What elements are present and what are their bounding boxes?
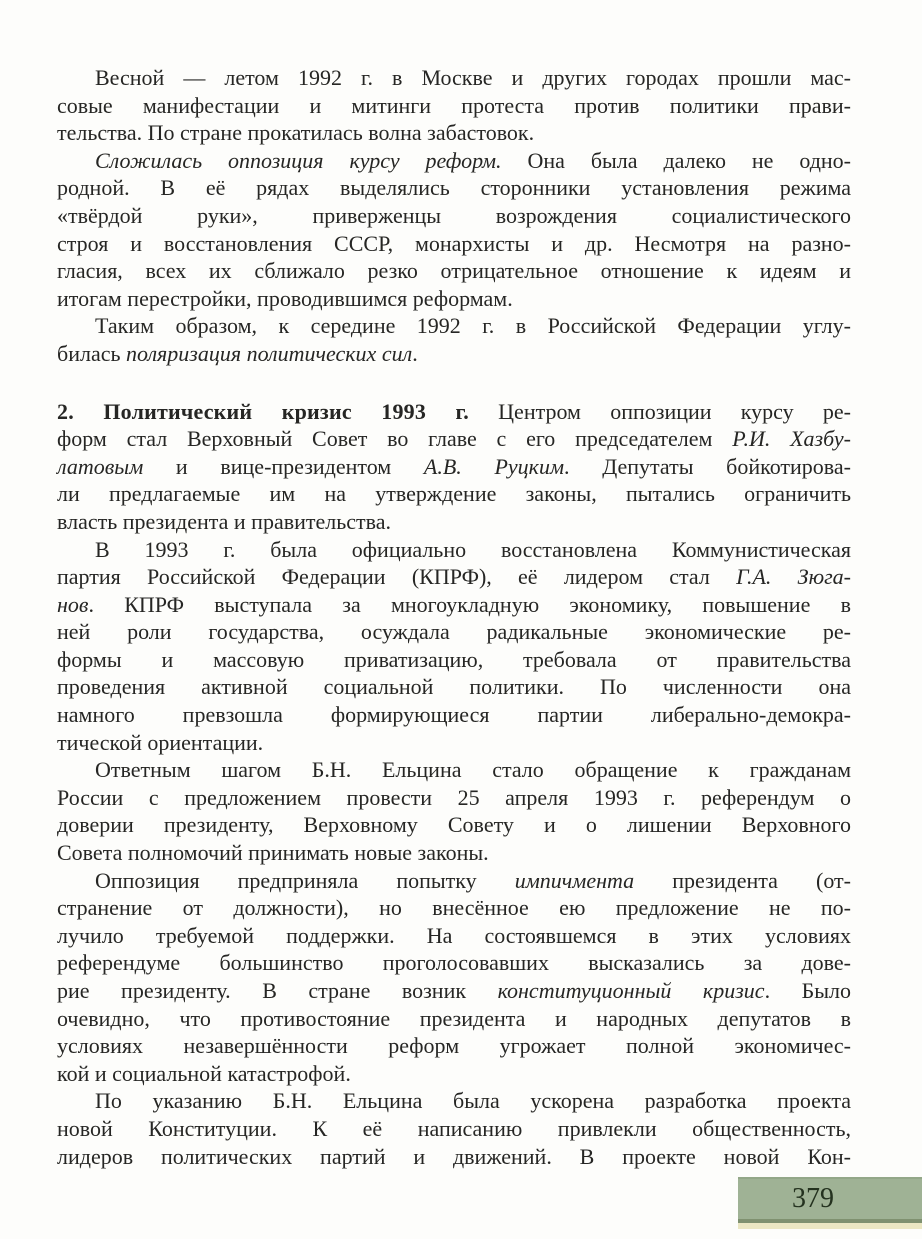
text-line	[57, 673, 851, 701]
body-text: лучило требуемой поддержки. На состоявшемся в этих условиях	[57, 922, 851, 948]
text-line	[57, 756, 851, 784]
text-line	[57, 508, 851, 536]
text-line	[57, 285, 851, 313]
body-text: партия Российской Федерации (КПРФ), её лидером стал	[57, 564, 737, 590]
body-text: совые манифестации и митинги протеста против политики прави-	[57, 92, 851, 118]
body-text: Центром оппозиции курсу ре-	[468, 398, 851, 424]
emphasis-text: нов	[57, 591, 89, 617]
emphasis-text: А.В. Руцким	[423, 453, 565, 479]
emphasis-text: латовым	[57, 453, 144, 479]
text-line	[57, 64, 851, 92]
text-line	[57, 1115, 851, 1143]
emphasis-text: Г.А. Зюга-	[736, 564, 851, 590]
paragraph	[57, 536, 851, 757]
body-text: очевидно, что противостояние президента и народных депутатов в	[57, 1005, 851, 1031]
body-text: . Депутаты бойкотирова-	[564, 453, 851, 479]
body-text: родной. В её рядах выделялись сторонники установления режима	[57, 175, 851, 201]
text-line	[57, 839, 851, 867]
text-line	[57, 1032, 851, 1060]
body-text: и вице-президентом	[143, 453, 424, 479]
text-line	[57, 977, 851, 1005]
text-line	[57, 257, 851, 285]
body-text: итогам перестройки, проводившимся реформам.	[57, 285, 513, 311]
body-text: намного превзошла формирующиеся партии либерально-демокра-	[57, 702, 851, 728]
body-text: странение от должности), но внесённое ею предложение не по-	[57, 895, 851, 921]
text-line	[57, 398, 851, 426]
paragraph	[57, 64, 851, 147]
paragraph	[57, 398, 851, 536]
page-number-badge-shadow	[738, 1223, 922, 1229]
body-text: Она была далеко не одно-	[501, 147, 852, 173]
body-text: доверии президенту, Верховному Совету и о лишении Верховного	[57, 812, 851, 838]
section-heading-text: 2. Политический кризис 1993 г.	[57, 398, 469, 424]
body-text: президента (от-	[634, 867, 851, 893]
paragraph	[57, 867, 851, 1088]
text-line	[57, 230, 851, 258]
body-text: кой и социальной катастрофой.	[57, 1060, 351, 1086]
body-text: рие президенту. В стране возник	[57, 978, 498, 1003]
text-line	[57, 536, 851, 564]
body-text: Оппозиция предприняла попытку	[95, 867, 515, 893]
text-line	[57, 147, 851, 175]
text-line	[57, 618, 851, 646]
emphasis-text: поляризация политических сил	[126, 340, 413, 366]
text-line	[57, 811, 851, 839]
text-line	[57, 563, 851, 591]
body-text: России с предложением провести 25 апреля 1993 г. референдум о	[57, 784, 851, 810]
body-text: лидеров политических партий и движений. В проекте новой Кон-	[57, 1143, 851, 1169]
body-text: тельства. По стране прокатилась волна забастовок.	[57, 120, 535, 146]
text-line	[57, 92, 851, 120]
text-line	[57, 174, 851, 202]
body-text: Ответным шагом Б.Н. Ельцина стало обращение к гражданам	[95, 757, 851, 783]
body-text: Совета полномочий принимать новые законы.	[57, 840, 489, 866]
body-text: условиях незавершённости реформ угрожает полной экономичес-	[57, 1033, 851, 1059]
text-block	[57, 64, 851, 1170]
paragraph	[57, 147, 851, 313]
text-line	[57, 453, 851, 481]
body-text: ней роли государства, осуждала радикальные экономические ре-	[57, 619, 851, 645]
page-number-badge	[738, 1177, 922, 1223]
body-text: . Было	[764, 978, 851, 1003]
text-line	[57, 784, 851, 812]
body-text: ли предлагаемые им на утверждение законы, пытались ограничить	[57, 481, 851, 507]
body-text: тической ориентации.	[57, 729, 264, 755]
body-text: власть президента и правительства.	[57, 508, 392, 534]
body-text: строя и восстановления СССР, монархисты и др. Несмотря на разно-	[57, 230, 851, 256]
paragraph	[57, 312, 851, 367]
text-line	[57, 701, 851, 729]
body-text: По указанию Б.Н. Ельцина была ускорена разработка проекта	[95, 1088, 851, 1114]
body-text: В 1993 г. была официально восстановлена Коммунистическая	[95, 536, 851, 562]
body-text: новой Конституции. К её написанию привлекли общественность,	[57, 1115, 851, 1141]
text-line	[57, 312, 851, 340]
text-line	[57, 867, 851, 895]
text-line	[57, 202, 851, 230]
body-text: билась	[57, 340, 127, 366]
text-line	[57, 1060, 851, 1088]
text-line	[57, 1087, 851, 1115]
page-number: 379	[792, 1183, 834, 1214]
body-text: «твёрдой руки», приверженцы возрождения социалистического	[57, 202, 851, 228]
text-line	[57, 119, 851, 147]
body-text: референдуме большинство проголосовавших высказались за дове-	[57, 950, 851, 976]
paragraph	[57, 756, 851, 866]
body-text: Таким образом, к середине 1992 г. в Российской Федерации углу-	[95, 313, 851, 339]
text-line	[57, 1005, 851, 1033]
body-text: Весной — летом 1992 г. в Москве и других городах прошли мас-	[95, 65, 851, 90]
text-line	[57, 922, 851, 950]
body-text: гласия, всех их сближало резко отрицательное отношение к идеям и	[57, 258, 851, 284]
paragraph	[57, 1087, 851, 1170]
emphasis-text: импичмента	[514, 867, 635, 893]
emphasis-text: Сложилась оппозиция курсу реформ.	[95, 147, 502, 173]
text-line	[57, 729, 851, 757]
text-line	[57, 1143, 851, 1171]
body-text: проведения активной социальной политики. По численности она	[57, 674, 851, 700]
text-line	[57, 949, 851, 977]
body-text: форм стал Верховный Совет во главе с его председателем	[57, 426, 733, 452]
text-line	[57, 894, 851, 922]
emphasis-text: конституционный кризис	[497, 978, 765, 1003]
body-text: .	[412, 340, 418, 366]
emphasis-text: Р.И. Хазбу-	[732, 426, 851, 452]
text-line	[57, 480, 851, 508]
text-line	[57, 591, 851, 619]
body-text: формы и массовую приватизацию, требовала от правительства	[57, 646, 851, 672]
body-text: . КПРФ выступала за многоукладную экономику, повышение в	[88, 591, 851, 617]
text-line	[57, 425, 851, 453]
text-line	[57, 646, 851, 674]
text-line	[57, 340, 851, 368]
